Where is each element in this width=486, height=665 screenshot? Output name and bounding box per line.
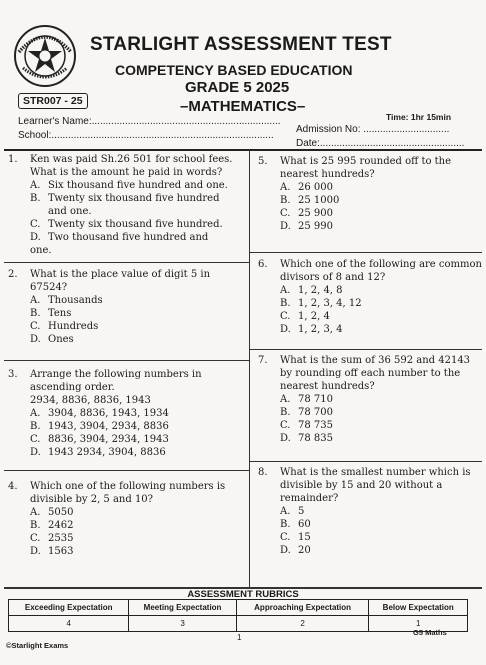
- question-stem-line: What is the place value of digit 5 in: [30, 269, 211, 280]
- question-stem-line: 2934, 8836, 8836, 1943: [30, 395, 151, 406]
- answer-option-d[interactable]: [30, 545, 73, 558]
- option-letter: C.: [30, 219, 41, 230]
- option-text: 1, 2, 4, 8: [298, 285, 343, 296]
- option-text: 1943, 3904, 2934, 8836: [48, 421, 169, 432]
- option-letter: A.: [30, 507, 41, 518]
- answer-option-d[interactable]: [30, 333, 74, 346]
- option-letter: B.: [30, 421, 41, 432]
- answer-option-d[interactable]: [30, 446, 166, 459]
- rubric-header-approaching: Approaching Expectation: [236, 600, 369, 616]
- starlight-logo: [13, 24, 77, 88]
- question-number: 5.: [258, 156, 268, 167]
- answer-option-b[interactable]: [280, 297, 362, 310]
- option-text: 78 835: [298, 433, 333, 444]
- answer-option-a[interactable]: [30, 407, 169, 420]
- date-field[interactable]: Date:....................................................: [296, 138, 465, 149]
- answer-option-c[interactable]: [30, 320, 98, 333]
- answer-option-c[interactable]: [30, 532, 73, 545]
- answer-option-a[interactable]: [280, 181, 333, 194]
- option-letter: B.: [30, 193, 41, 204]
- option-letter: A.: [30, 408, 41, 419]
- option-letter: A.: [280, 285, 291, 296]
- answer-option-a[interactable]: [280, 284, 343, 297]
- option-text: 78 735: [298, 420, 333, 431]
- answer-option-b[interactable]: [30, 307, 71, 320]
- question-stem-line: divisible by 15 and 20 without a: [280, 480, 443, 491]
- question-separator: [4, 262, 249, 263]
- option-text: Twenty six thousand five hundred.: [48, 219, 223, 230]
- option-letter: D.: [280, 545, 291, 556]
- question-stem-line: divisible by 2, 5 and 10?: [30, 494, 154, 505]
- answer-option-b[interactable]: [30, 192, 220, 218]
- rubric-table: [8, 599, 468, 632]
- question-stem-line: What is the amount he paid in words?: [30, 167, 223, 178]
- option-letter: C.: [280, 311, 291, 322]
- question-stem-line: ascending order.: [30, 382, 115, 393]
- rubric-score-3: 3: [129, 616, 236, 632]
- option-letter: B.: [280, 407, 291, 418]
- question-separator: [249, 461, 482, 462]
- question-number: 3.: [8, 369, 18, 380]
- question-stem-line: Which one of the following numbers is: [30, 481, 226, 492]
- option-letter: D.: [30, 546, 41, 557]
- question-stem-line: nearest hundreds?: [280, 381, 375, 392]
- option-text: 2535: [48, 533, 74, 544]
- option-letter: B.: [30, 308, 41, 319]
- option-text: 1563: [48, 546, 74, 557]
- question-number: 6.: [258, 259, 268, 270]
- question-stem-line: What is the sum of 36 592 and 42143: [280, 355, 471, 366]
- rubric-header-meeting: Meeting Expectation: [129, 600, 236, 616]
- option-letter: B.: [280, 195, 291, 206]
- question-number: 8.: [258, 467, 268, 478]
- answer-option-c[interactable]: [30, 218, 223, 231]
- rubric-title: ASSESSMENT RUBRICS: [187, 589, 299, 600]
- option-letter: A.: [280, 182, 291, 193]
- option-text: 25 1000: [298, 195, 340, 206]
- option-text: 3904, 8836, 1943, 1934: [48, 408, 169, 419]
- answer-option-c[interactable]: [280, 419, 333, 432]
- option-letter: A.: [30, 295, 41, 306]
- option-letter: A.: [30, 180, 41, 191]
- question-stem-line: Which one of the following are common: [280, 259, 482, 270]
- question-stem-line: divisors of 8 and 12?: [280, 272, 386, 283]
- option-text: 25 990: [298, 221, 333, 232]
- option-text: 1, 2, 4: [298, 311, 330, 322]
- rubric-score-4: 4: [9, 616, 129, 632]
- option-letter: B.: [30, 520, 41, 531]
- option-letter: D.: [30, 232, 41, 243]
- option-letter: C.: [280, 420, 291, 431]
- option-text: 78 700: [298, 407, 333, 418]
- question-number: 2.: [8, 269, 18, 280]
- answer-option-c[interactable]: [30, 433, 169, 446]
- question-stem: [30, 153, 232, 179]
- footer-copyright: ©Starlight Exams: [6, 641, 69, 650]
- answer-option-d[interactable]: [280, 220, 333, 233]
- footer-subject: G5 Maths: [413, 628, 447, 637]
- option-text: Ones: [48, 334, 74, 345]
- question-stem: [30, 268, 210, 294]
- option-letter: D.: [280, 433, 291, 444]
- option-text: Hundreds: [48, 321, 99, 332]
- answer-option-b[interactable]: [30, 420, 169, 433]
- answer-option-a[interactable]: [30, 294, 103, 307]
- question-stem-line: nearest hundreds?: [280, 169, 375, 180]
- option-letter: C.: [280, 532, 291, 543]
- question-stem-line: What is the smallest number which is: [280, 467, 471, 478]
- question-stem-line: Ken was paid Sh.26 501 for school fees.: [30, 154, 233, 165]
- question-stem-line: What is 25 995 rounded off to the: [280, 156, 452, 167]
- question-stem: [280, 354, 470, 393]
- option-letter: C.: [30, 434, 41, 445]
- option-text: Six thousand five hundred and one.: [48, 180, 228, 191]
- exam-grade: GRADE 5 2025: [185, 79, 290, 96]
- question-stem: [280, 466, 471, 505]
- question-separator: [4, 360, 249, 361]
- answer-option-d[interactable]: [30, 231, 233, 257]
- question-number: 1.: [8, 154, 18, 165]
- answer-option-a[interactable]: [30, 179, 228, 192]
- answer-option-c[interactable]: [280, 207, 333, 220]
- question-separator: [4, 470, 249, 471]
- answer-option-b[interactable]: [280, 518, 311, 531]
- question-stem-line: by rounding off each number to the: [280, 368, 461, 379]
- answer-option-b[interactable]: [280, 406, 333, 419]
- option-text: 5: [298, 506, 305, 517]
- rubric-score-1: 1: [369, 616, 468, 632]
- exam-title: STARLIGHT ASSESSMENT TEST: [90, 34, 392, 55]
- option-text: 2462: [48, 520, 74, 531]
- rubric-header-below: Below Expectation: [369, 600, 468, 616]
- option-letter: B.: [280, 519, 291, 530]
- option-text: 5050: [48, 507, 74, 518]
- header-rule: [4, 149, 482, 151]
- exam-subject: –MATHEMATICS–: [180, 98, 306, 115]
- answer-option-a[interactable]: [30, 506, 73, 519]
- option-text: 1, 2, 3, 4: [298, 324, 343, 335]
- question-stem-line: 67524?: [30, 282, 68, 293]
- option-text: 60: [298, 519, 311, 530]
- question-stem: [30, 480, 225, 506]
- option-text: 8836, 3904, 2934, 1943: [48, 434, 169, 445]
- option-text: 26 000: [298, 182, 333, 193]
- admission-number-field[interactable]: Admission No: ...............................: [296, 124, 450, 135]
- exam-time: Time: 1hr 15min: [386, 112, 452, 122]
- option-letter: A.: [280, 506, 291, 517]
- school-field[interactable]: School:................................................................................: [18, 130, 274, 141]
- answer-option-d[interactable]: [280, 323, 343, 336]
- rubric-score-2: 2: [236, 616, 369, 632]
- exam-subtitle: COMPETENCY BASED EDUCATION: [115, 62, 353, 78]
- answer-option-b[interactable]: [30, 519, 73, 532]
- question-separator: [249, 252, 482, 253]
- option-letter: D.: [280, 324, 291, 335]
- question-number: 7.: [258, 355, 268, 366]
- option-text: Tens: [48, 308, 72, 319]
- question-separator: [249, 349, 482, 350]
- question-stem: [280, 155, 451, 181]
- column-divider: [249, 150, 250, 588]
- option-letter: D.: [30, 447, 41, 458]
- option-letter: C.: [30, 533, 41, 544]
- answer-option-a[interactable]: [280, 505, 304, 518]
- answer-option-d[interactable]: [280, 544, 311, 557]
- option-text: 1943 2934, 3904, 8836: [48, 447, 166, 458]
- option-text: Thousands: [48, 295, 103, 306]
- option-text: 25 900: [298, 208, 333, 219]
- question-stem-line: Arrange the following numbers in: [30, 369, 202, 380]
- option-letter: D.: [30, 334, 41, 345]
- option-text: Twenty six thousand five hundred: [48, 193, 220, 204]
- question-number: 4.: [8, 481, 18, 492]
- exam-code-badge: STR007 - 25: [18, 93, 88, 109]
- answer-option-c[interactable]: [280, 310, 330, 323]
- option-letter: D.: [280, 221, 291, 232]
- answer-option-d[interactable]: [280, 432, 333, 445]
- option-text: 1, 2, 3, 4, 12: [298, 298, 362, 309]
- question-stem: [280, 258, 482, 284]
- option-letter: B.: [280, 298, 291, 309]
- option-letter: C.: [30, 321, 41, 332]
- answer-option-b[interactable]: [280, 194, 339, 207]
- option-letter: C.: [280, 208, 291, 219]
- question-stem-line: remainder?: [280, 493, 339, 504]
- page-number: 1: [237, 633, 242, 642]
- rubric-header-exceeding: Exceeding Expectation: [9, 600, 129, 616]
- option-letter: A.: [280, 394, 291, 405]
- option-text: Two thousand five hundred and one.: [30, 232, 209, 256]
- question-stem: [30, 368, 202, 407]
- answer-option-c[interactable]: [280, 531, 311, 544]
- option-text: and one.: [48, 206, 92, 217]
- learner-name-field[interactable]: Learner's Name:....................................................................: [18, 116, 281, 127]
- answer-option-a[interactable]: [280, 393, 333, 406]
- option-text: 78 710: [298, 394, 333, 405]
- option-text: 20: [298, 545, 311, 556]
- option-text: 15: [298, 532, 311, 543]
